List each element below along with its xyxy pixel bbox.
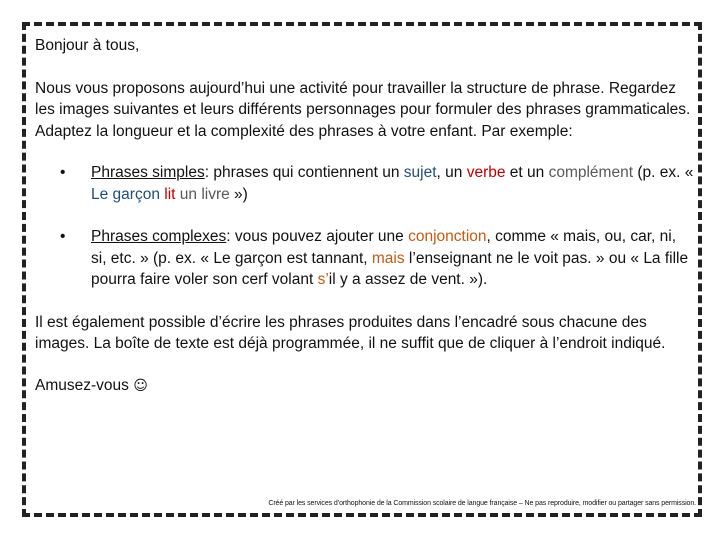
intro-paragraph: Nous vous proposons aujourd’hui une activité pour travailler la structure de phrase. Regardez les images suivantes et leurs différents personnages pour formuler des phrases grammaticales. Adaptez la longueur et la complexité des phrases à votre enfant. Par exemple: (35, 79, 691, 140)
text-run: vous pouvez ajouter une (230, 228, 409, 245)
bullet-icon: • (60, 164, 66, 181)
text-run: ») (229, 185, 248, 203)
bullet-icon: • (60, 228, 66, 245)
dashed-frame (22, 22, 702, 517)
text-run: , un (436, 164, 467, 181)
text-run: l’enseignant ne le voit pas. » ou « La fille pourra faire voler son cerf volant (91, 249, 689, 288)
text-run: phrases qui contiennent un (209, 164, 404, 181)
text-colon: : (204, 164, 210, 181)
word-mais: mais (371, 249, 405, 267)
greeting: Bonjour à tous, (35, 37, 140, 54)
word-sujet: sujet (403, 164, 437, 181)
word-complement: complément (548, 164, 634, 181)
list-item-complex-sentences (35, 226, 695, 291)
writing-instructions: Il est également possible d’écrire les phrases produites dans l’encadré sous chacune des images. La boîte de texte est déjà programmée, il ne suffit que de cliquer à l’endroit indiqué. (35, 313, 666, 352)
text-colon: : (226, 228, 231, 245)
example-verb: lit (164, 185, 176, 203)
examples-list (35, 162, 695, 291)
copyright-footer: Créé par les services d’orthophonie de la Commission scolaire de langue française – Ne pas reproduire, modifier ou partager sans permission. (268, 500, 696, 507)
document-body (35, 35, 695, 397)
example-complement: un livre (179, 185, 230, 203)
text-run: et un (505, 164, 549, 181)
closing-text: Amusez-vous (35, 376, 134, 394)
word-si: s’ (317, 271, 329, 288)
example-subject: Le garçon (91, 185, 160, 203)
text-run: , comme « mais, ou, car, ni, si, etc. » (p. ex. « Le garçon est tannant, (91, 228, 677, 267)
list-item-simple-sentences (35, 162, 695, 205)
closing-line (35, 375, 695, 398)
smiley-icon: ☺ (133, 377, 148, 394)
text-run: il y a assez de vent. »). (328, 271, 488, 288)
word-conjonction: conjonction (408, 228, 487, 245)
term-complex: Phrases complexes (91, 228, 227, 245)
text-run: (p. ex. « (633, 164, 694, 181)
word-verbe: verbe (466, 164, 506, 181)
term-simple: Phrases simples (91, 164, 205, 181)
